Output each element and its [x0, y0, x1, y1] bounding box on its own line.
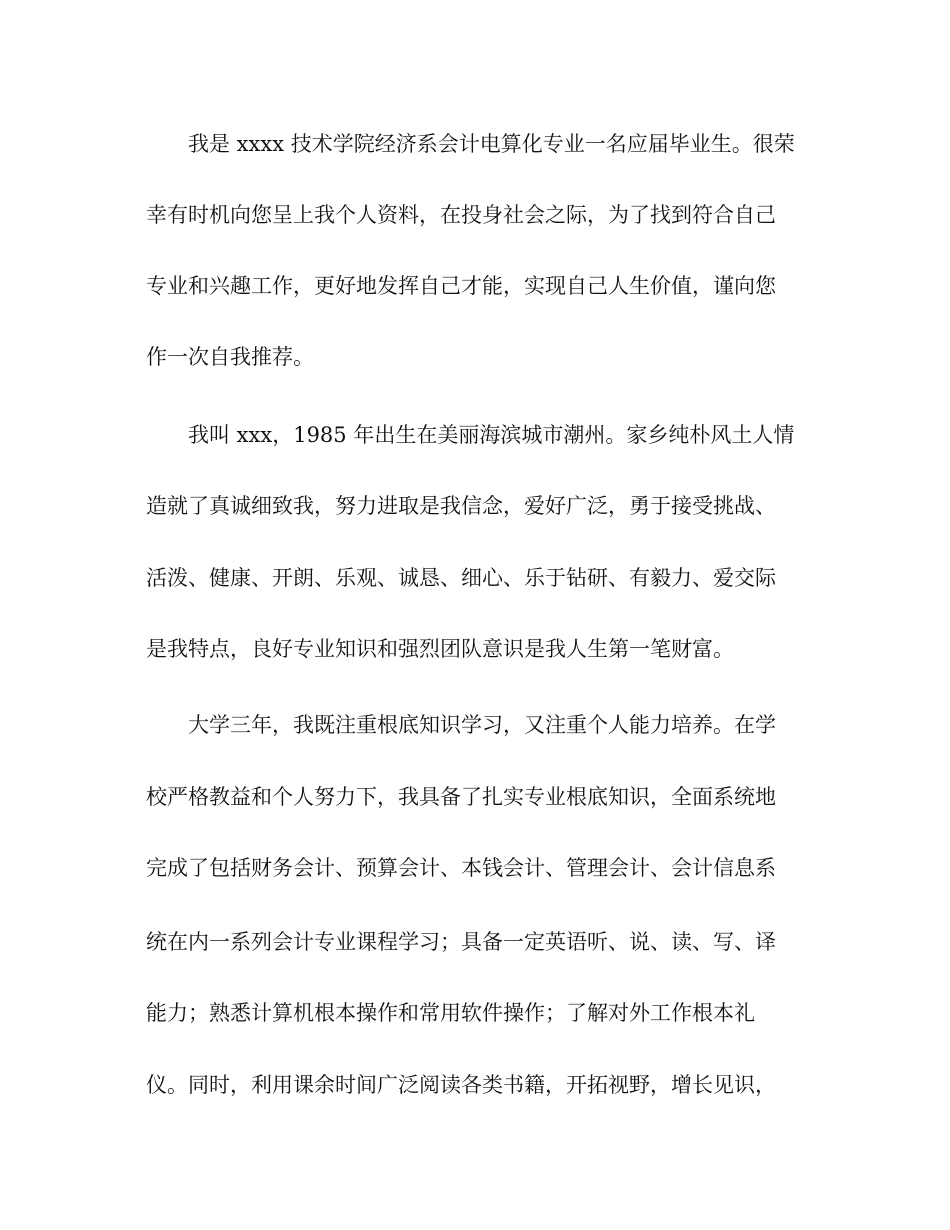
- paragraph-1-line-4: 作一次自我推荐。: [146, 345, 314, 369]
- paragraph-3-line-3: 完成了包括财务会计、预算会计、本钱会计、管理会计、会计信息系: [146, 856, 776, 880]
- paragraph-3-line-5: 能力；熟悉计算机根本操作和常用软件操作；了解对外工作根本礼: [146, 1001, 755, 1025]
- paragraph-2-line-1: 我叫 xxx，1985 年出生在美丽海滨城市潮州。家乡纯朴风土人情: [188, 423, 795, 447]
- paragraph-3-line-2: 校严格教益和个人努力下，我具备了扎实专业根底知识，全面系统地: [146, 785, 776, 809]
- paragraph-1-line-3: 专业和兴趣工作，更好地发挥自己才能，实现自己人生价值，谨向您: [146, 274, 776, 298]
- paragraph-3-line-1: 大学三年，我既注重根底知识学习，又注重个人能力培养。在学: [188, 713, 776, 737]
- paragraph-1-line-2: 幸有时机向您呈上我个人资料，在投身社会之际，为了找到符合自己: [146, 203, 776, 227]
- paragraph-2-line-3: 活泼、健康、开朗、乐观、诚恳、细心、乐于钻研、有毅力、爱交际: [146, 566, 776, 590]
- paragraph-3-line-6: 仪。同时，利用课余时间广泛阅读各类书籍，开拓视野，增长见识，: [146, 1073, 776, 1097]
- paragraph-1-line-1: 我是 xxxx 技术学院经济系会计电算化专业一名应届毕业生。很荣: [188, 132, 795, 156]
- paragraph-2-line-2: 造就了真诚细致我，努力进取是我信念，爱好广泛，勇于接受挑战、: [146, 494, 776, 518]
- paragraph-3-line-4: 统在内一系列会计专业课程学习；具备一定英语听、说、读、写、译: [146, 930, 776, 954]
- paragraph-2-line-4: 是我特点，良好专业知识和强烈团队意识是我人生第一笔财富。: [146, 637, 734, 661]
